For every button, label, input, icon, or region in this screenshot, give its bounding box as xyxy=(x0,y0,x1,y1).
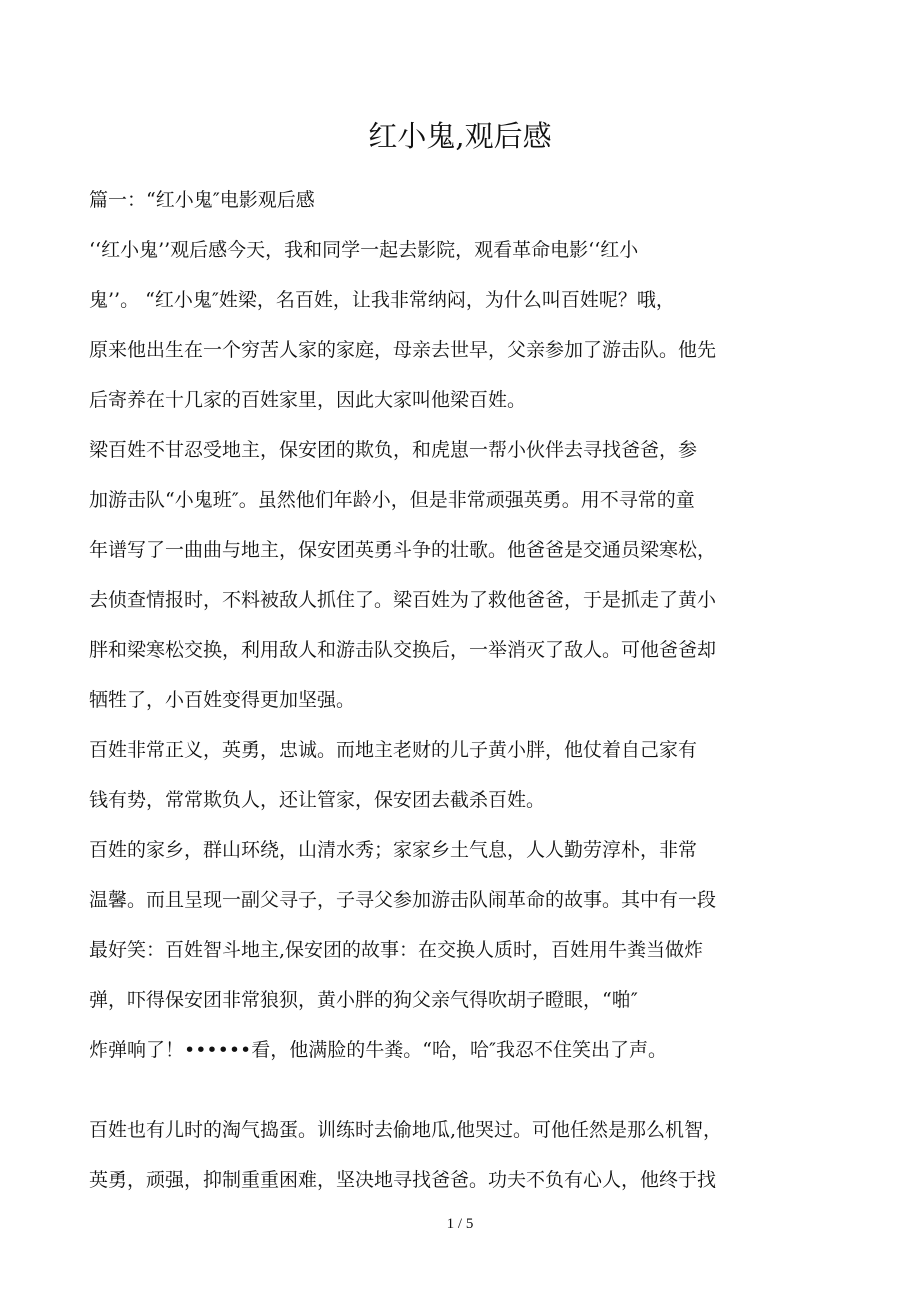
text-line: 英勇，顽强，抑制重重困难，坚决地寻找爸爸。功夫不负有心人，他终于找 xyxy=(89,1169,717,1191)
text-line: 原来他出生在一个穷苦人家的家庭，母亲去世早，父亲参加了游击队。他先 xyxy=(89,339,717,361)
text-line: 胖和梁寒松交换，利用敌人和游击队交换后，一举消灭了敌人。可他爸爸却 xyxy=(89,639,717,661)
text-line: 百姓非常正义，英勇，忠诚。而地主老财的儿子黄小胖，他仗着自己家有 xyxy=(89,739,698,761)
text-line: 弹，吓得保安团非常狼狈，黄小胖的狗父亲气得吹胡子瞪眼，“啪″ xyxy=(89,989,638,1011)
text-line: 最好笑：百姓智斗地主,保安团的故事：在交换人质时，百姓用牛粪当做炸 xyxy=(89,939,704,961)
text-line: 温馨。而且呈现一副父寻子，子寻父参加游击队闹革命的故事。其中有一段 xyxy=(89,889,717,911)
text-line: 炸弹响了！••••••看，他满脸的牛粪。“哈，哈″我忍不住笑出了声。 xyxy=(89,1039,668,1061)
text-line: 百姓的家乡，群山环绕，山清水秀；家家乡土气息，人人勤劳淳朴，非常 xyxy=(89,839,698,861)
page-number: 1 / 5 xyxy=(446,1216,474,1232)
text-line: 牺牲了，小百姓变得更加坚强。 xyxy=(89,689,356,711)
text-line: 年谱写了一曲曲与地主，保安团英勇斗争的壮歌。他爸爸是交通员梁寒松， xyxy=(89,539,717,561)
text-line: 加游击队“小鬼班″。虽然他们年龄小，但是非常顽强英勇。用不寻常的童 xyxy=(89,489,695,511)
text-line: 百姓也有儿时的淘气捣蛋。训练时去偷地瓜,他哭过。可他任然是那么机智， xyxy=(89,1119,723,1141)
text-line: 后寄养在十几家的百姓家里，因此大家叫他梁百姓。 xyxy=(89,389,527,411)
document-title: 红小鬼,观后感 xyxy=(368,119,552,153)
text-line: 鬼’’。 “红小鬼″姓梁，名百姓，让我非常纳闷，为什么叫百姓呢？哦， xyxy=(89,289,675,311)
text-line: ‘‘红小鬼’’观后感今天，我和同学一起去影院，观看革命电影‘‘红小 xyxy=(89,239,639,261)
section-heading: 篇一：“红小鬼″电影观后感 xyxy=(89,189,315,211)
text-line: 钱有势，常常欺负人，还让管家，保安团去截杀百姓。 xyxy=(89,789,546,811)
text-line: 去侦查情报时，不料被敌人抓住了。梁百姓为了救他爸爸，于是抓走了黄小 xyxy=(89,589,717,611)
text-line: 梁百姓不甘忍受地主，保安团的欺负，和虎崽一帮小伙伴去寻找爸爸，参 xyxy=(89,439,698,461)
